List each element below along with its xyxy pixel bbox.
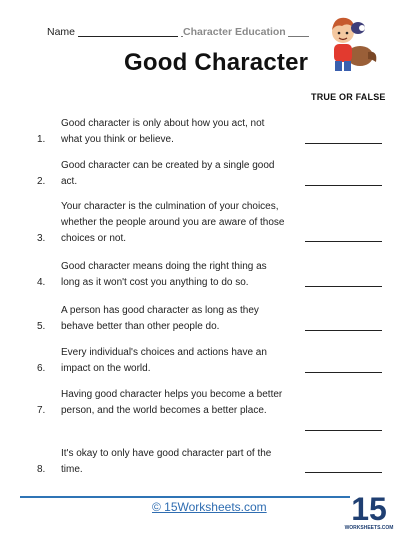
logo-caption: WORKSHEETS.COM	[344, 525, 394, 531]
question-text: Your character is the culmination of your choices, whether the people around you are aware of those choices or not.	[61, 201, 285, 244]
question-8	[37, 446, 287, 478]
footer-link[interactable]: © 15Worksheets.com	[152, 500, 267, 514]
question-number: 6.	[37, 363, 46, 374]
answer-line-8[interactable]	[305, 472, 382, 473]
question-text: Having good character helps you become a better person, and the world becomes a better place.	[61, 389, 283, 416]
question-text: Good character means doing the right thing as long as it won't cost you anything to do so.	[61, 261, 267, 288]
mascot-illustration	[320, 8, 380, 74]
answer-line-6[interactable]	[305, 372, 382, 373]
true-false-header: TRUE OR FALSE	[311, 92, 386, 102]
question-text: Every individual's choices and actions have an impact on the world.	[61, 347, 267, 374]
name-label: Name	[47, 26, 76, 38]
name-line[interactable]	[78, 36, 178, 37]
footer-divider	[20, 496, 350, 498]
question-number: 2.	[37, 176, 46, 187]
question-number: 5.	[37, 321, 46, 332]
question-4	[37, 259, 287, 291]
question-6	[37, 345, 287, 377]
question-text: A person has good character as long as they behave better than other people do.	[61, 305, 259, 332]
question-2	[37, 158, 287, 190]
question-number: 8.	[37, 464, 46, 475]
answer-line-5[interactable]	[305, 330, 382, 331]
answer-line-2[interactable]	[305, 185, 382, 186]
question-number: 7.	[37, 405, 46, 416]
15worksheets-logo	[344, 488, 394, 532]
question-text: Good character is only about how you act, not what you think or believe.	[61, 118, 265, 145]
answer-line-3[interactable]	[305, 241, 382, 242]
answer-line-4[interactable]	[305, 286, 382, 287]
question-number: 3.	[37, 233, 46, 244]
answer-line-7[interactable]	[305, 430, 382, 431]
question-3	[37, 199, 287, 247]
logo-number: 15	[351, 491, 387, 527]
question-1	[37, 116, 287, 148]
answer-line-1[interactable]	[305, 143, 382, 144]
question-number: 1.	[37, 134, 46, 145]
page-title: Good Character	[124, 49, 309, 76]
question-text: It's okay to only have good character part of the time.	[61, 448, 272, 475]
question-number: 4.	[37, 277, 46, 288]
subject-label: Character Education	[183, 26, 286, 38]
question-text: Good character can be created by a single good act.	[61, 160, 275, 187]
question-5	[37, 303, 287, 335]
question-7	[37, 387, 287, 419]
